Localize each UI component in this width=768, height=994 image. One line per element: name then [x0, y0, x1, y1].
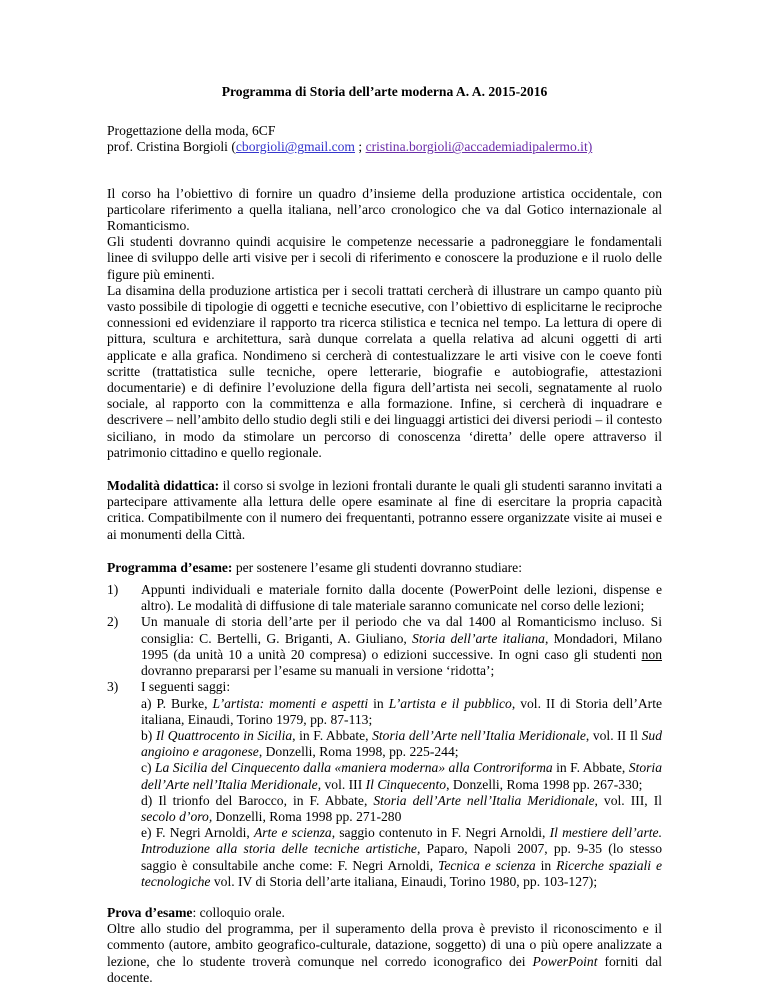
essay-text: in: [368, 695, 389, 711]
essay-text: b): [141, 727, 156, 743]
email-link-gmail[interactable]: cborgioli@gmail.com: [235, 139, 356, 155]
essay-d: [141, 793, 662, 825]
essay-title: Storia dell’Arte nell’Italia Meridionale: [373, 792, 595, 808]
essay-text: , saggio contenuto in F. Negri Arnoldi,: [331, 825, 550, 841]
email-separator: ;: [355, 139, 366, 155]
essay-title: Arte e scienza: [253, 825, 332, 841]
course-line: Progettazione della moda, 6CF: [107, 123, 276, 139]
essay-text: , vol. III, Il: [594, 792, 662, 808]
modalita-text: il corso si svolge in lezioni frontali durante le quali gli studenti saranno invitati a partecipare attivamente alla lettura delle opere esaminate al fine di esercitare la propria capacità critica. Compatibilmente con il numero dei frequentanti, potranno essere organizzate visite ai musei e ai monumenti della Città.: [107, 478, 662, 542]
essay-text: , vol. II Il: [585, 727, 642, 743]
prova-label: Prova d’esame: [107, 904, 193, 920]
essay-text: , Donzelli, Roma 1998, pp. 225-244;: [258, 744, 459, 760]
essay-text: , vol. II di Storia dell’Arte italiana, Einaudi, Torino 1979, pp. 87-113;: [141, 695, 663, 727]
prova-paragraph-text: Oltre allo studio del programma, per il superamento della prova è previsto il riconoscimento e il commento (autore, ambito geografico-culturale, datazione, soggetto) di una o più opere analizzate a lezione, che lo studente troverà comunque nel corredo iconografico dei: [107, 921, 662, 969]
essay-text: a) P. Burke,: [141, 695, 213, 711]
programma-list: [107, 582, 662, 890]
list-item-text: dovranno prepararsi per l’esame su manuali in versione ‘ridotta’;: [141, 663, 495, 679]
essay-text: in: [535, 857, 557, 873]
list-item: [107, 614, 662, 679]
essay-text: , Donzelli, Roma 1998 pp. 267-330;: [446, 776, 643, 792]
essay-e: [141, 825, 662, 890]
modalita-paragraph: [107, 478, 662, 543]
essay-title: La Sicilia del Cinquecento dalla «maniera moderna» alla Controriforma: [155, 760, 553, 776]
list-item-number: 3): [107, 679, 119, 695]
intro-paragraph-1: Il corso ha l’obiettivo di fornire un quadro d’insieme della produzione artistica occidentale, con particolare riferimento a quella italiana, nell’arco cronologico che va dal Gotico internazionale al Romanticismo.: [107, 185, 662, 234]
essay-title: Sud angioino e aragonese: [141, 727, 662, 760]
book-title: Storia dell’arte italiana: [412, 630, 545, 646]
list-item-text: Un manuale di storia dell’arte per il periodo che va dal 1400 al Romanticismo incluso. Si consiglia: C. Bertelli, G. Briganti, A. Giuliano,: [141, 614, 662, 646]
professor-name: prof. Cristina Borgioli (: [107, 139, 236, 155]
intro-paragraph-2: Gli studenti dovranno quindi acquisire le competenze necessarie a padroneggiare le fondamentali linee di sviluppo delle arti visive per i secoli di riferimento e conoscere la produzione e il ruolo delle figure più eminenti.: [107, 234, 662, 282]
essay-text: c): [141, 760, 155, 776]
essay-title: Il mestiere dell’arte. Introduzione alla storia delle tecniche artistiche: [141, 825, 662, 857]
essay-text: in F. Abbate,: [552, 760, 629, 776]
list-item: [107, 582, 662, 614]
underlined-word: non: [641, 646, 662, 662]
essay-c: [141, 760, 662, 792]
essay-text: Donzelli, Roma 1998 pp. 271-280: [212, 808, 402, 824]
powerpoint-word: PowerPoint: [532, 953, 598, 969]
essay-text: , vol. III: [317, 776, 366, 792]
essay-title: Il Cinquecento: [365, 776, 447, 792]
list-item-number: 2): [107, 614, 119, 630]
essay-title: Ricerche spaziali e tecnologiche: [141, 857, 662, 889]
essay-text: d) Il trionfo del Barocco, in F. Abbate,: [141, 792, 374, 808]
list-item-text: Appunti individuali e materiale fornito dalla docente (PowerPoint delle lezioni, dispense e altro). Le modalità di diffusione di tale materiale saranno comunicate nel corso delle lezioni;: [141, 582, 662, 614]
list-item-text: I seguenti saggi:: [141, 679, 231, 695]
essay-text: e) F. Negri Arnoldi,: [141, 825, 254, 841]
essay-title: L’artista e il pubblico: [388, 695, 512, 711]
essay-title: Tecnica e scienza: [438, 857, 536, 873]
professor-line: [107, 139, 662, 155]
essay-title: L’artista: momenti e aspetti: [212, 695, 369, 711]
essay-a: [141, 696, 662, 728]
essay-text: vol. IV di Storia dell’arte italiana, Einaudi, Torino 1980, pp. 103-127);: [210, 873, 598, 889]
prova-text: : colloquio orale.: [192, 904, 285, 920]
list-item-text: , Mondadori, Milano 1995 (da unità 10 a unità 20 compresa) o edizioni successive. In ogni caso gli studenti: [141, 630, 662, 662]
prova-paragraph: [107, 921, 662, 986]
prova-heading: [107, 905, 662, 921]
programma-paragraph: [107, 560, 662, 576]
essay-title: Storia dell’Arte nell’Italia Meridionale: [141, 760, 662, 792]
email-link-accademia[interactable]: cristina.borgioli@accademiadipalermo.it): [365, 139, 593, 155]
essay-title: Storia dell’Arte nell’Italia Meridionale: [372, 727, 586, 743]
list-item-number: 1): [107, 582, 119, 598]
programma-text: per sostenere l’esame gli studenti dovranno studiare:: [232, 559, 522, 575]
essay-b: [141, 728, 662, 760]
modalita-label: Modalità didattica:: [107, 478, 220, 494]
prova-paragraph-text: forniti dal docente.: [107, 953, 662, 985]
document-body: [107, 84, 662, 986]
intro-paragraph-3: La disamina della produzione artistica per i secoli trattati cercherà di illustrare un campo quanto più vasto possibile di tipologie di oggetti e tecniche esecutive, con l’obiettivo di esplicitarne le reciproche connessioni ed evidenziare il rapporto tra ricerca stilistica e tecnica nel tempo. La lettura di opere di pittura, scultura e architettura, sarà dunque correlata a quella relativa ad alcuni oggetti di arti applicate e alla grafica. Nondimeno si cercherà di contestualizzare le arti visive con le coeve fonti scritte (trattatistica sulle tecniche, opere letterarie, biografie e autobiografie, attestazioni documentarie) e di definire l’evoluzione della figura dell’artista nei secoli, segnatamente al ruolo sociale, al rapporto con la committenza e alla formazione. Infine, si cercherà di inquadrare e descrivere – nell’ambito dello studio degli stili e dei linguaggi artistici dei diversi periodi – il contesto siciliano, in modo da stimolare un percorso di conoscenza ‘diretta’ delle opere attraverso il patrimonio cittadino e quello regionale.: [107, 282, 662, 460]
list-item: [107, 679, 662, 890]
programma-label: Programma d’esame:: [107, 559, 233, 575]
essay-text: , Paparo, Napoli 2007, pp. 9-35 (lo stesso saggio è consultabile anche come: F. Negri Arnoldi,: [141, 841, 663, 873]
essay-title: Il Quattrocento in Sicilia: [155, 727, 293, 743]
essay-text: , in F. Abbate,: [292, 727, 373, 743]
essay-title: secolo d’oro,: [141, 808, 213, 824]
document-title: Programma di Storia dell’arte moderna A. A. 2015-2016: [221, 84, 548, 99]
